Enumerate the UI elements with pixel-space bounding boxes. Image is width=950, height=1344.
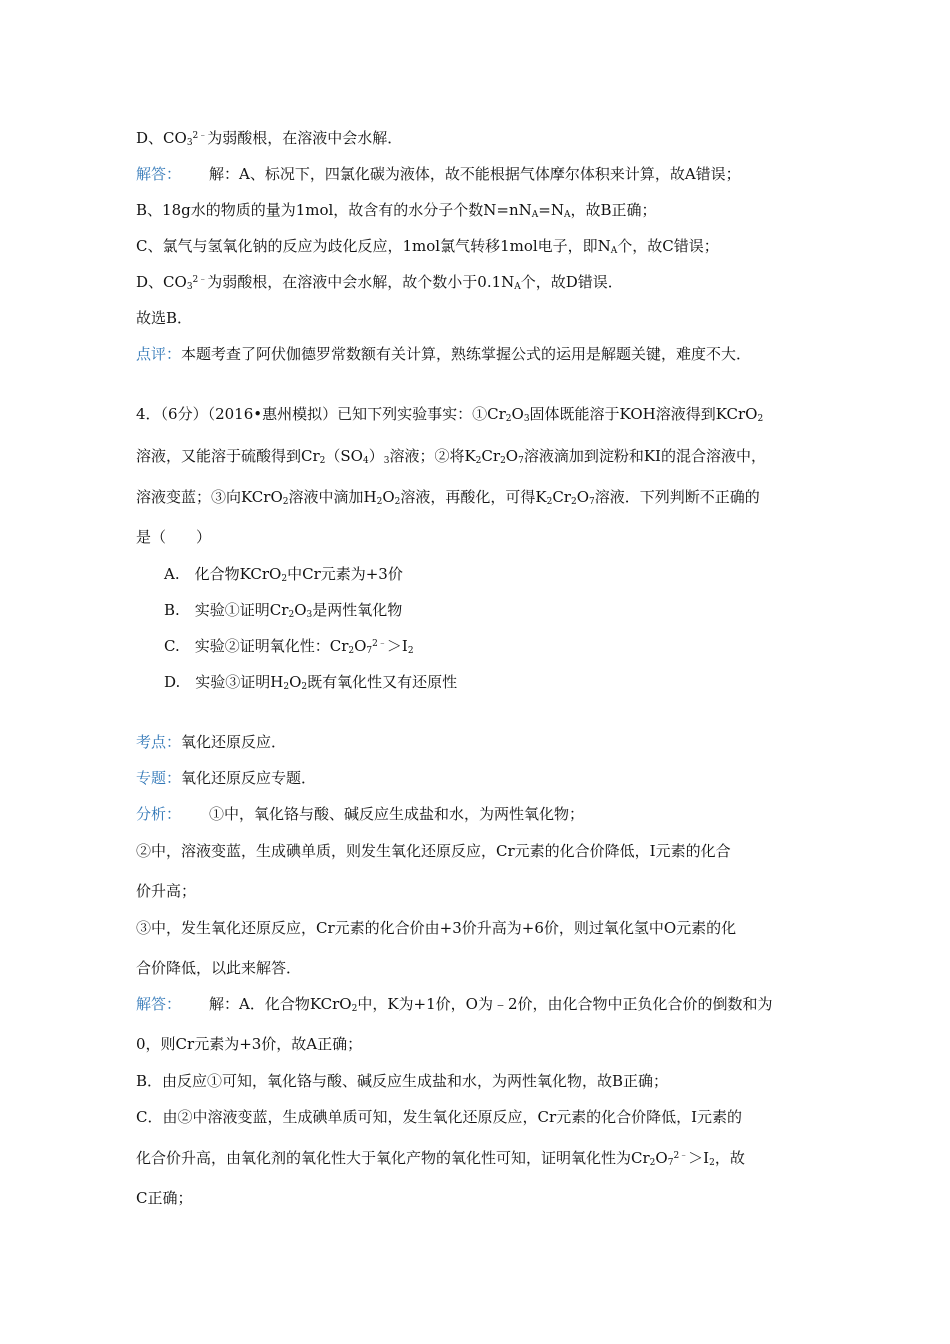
q4-knowledge-point: 考点：氧化还原反应． [136,733,287,751]
q4-option-a: A. 化合物KCrO$_2$中Cr元素为+3价 [164,565,403,584]
q3-option-d-explanation: D、$CO_3^{2﹣}$为弱酸根，在溶液中会水解． [136,129,403,148]
q4-option-b: B. 实验①证明$Cr_2O_3$是两性氧化物 [164,601,403,620]
q4-option-d: D. 实验③证明$H_2O_2$既有氧化性又有还原性 [164,673,458,692]
q3-answer-line: 解答： 解：A、标况下，四氯化碳为液体，故不能根据气体摩尔体积来计算，故A错误； [136,165,741,183]
q4-answer-a1: 解答： 解：A．化合物KCrO$_2$中，K为+1价，O为﹣2价，由化合物中正负化合价的倒数和为 [136,995,773,1014]
q4-answer-b: B．由反应①可知，氧化铬与酸、碱反应生成盐和水，为两性氧化物，故B正确； [136,1072,669,1090]
q4-answer-c2: 化合价升高，由氧化剂的氧化性大于氧化产物的氧化性可知，证明氧化性为$Cr_2O_7^{2﹣}>I_2$，故 [136,1149,745,1168]
q4-topic: 专题：氧化还原反应专题． [136,769,317,787]
q4-analysis-2b: 价升高； [136,882,197,900]
q4-stem-line-1: 4．（6分）（2016•惠州模拟）已知下列实验事实：$①Cr_2O_3$固体既能溶于KOH溶液得到KCrO$_2$ [136,405,764,424]
q3-answer-c: C、氯气与氢氧化钠的反应为歧化反应，1mol氯气转移1mol电子，即$N_A$个，故C错误； [136,237,719,256]
comment-label: 点评： [136,345,182,363]
analysis-label: 分析： [136,805,182,823]
topic-label: 专题： [136,769,182,787]
q4-option-c: C. 实验②证明氧化性：$Cr_2O_7^{2﹣}>I_2$ [164,637,414,656]
q3-answer-b: B、18g水的物质的量为1mol，故含有的水分子个数$N=nN_A=N_A$，故B正确； [136,201,657,220]
q3-answer-d: D、$CO_3^{2﹣}$为弱酸根，在溶液中会水解，故个数小于$0.1N_A$个，故D错误． [136,273,623,292]
q4-analysis-3b: 合价降低，以此来解答． [136,959,302,977]
q4-answer-c3: C正确； [136,1189,193,1207]
q4-analysis-1: 分析： ①中，氧化铬与酸、碱反应生成盐和水，为两性氧化物； [136,805,585,823]
q4-stem-line-4: 是（ ） [136,528,212,546]
q4-analysis-3a: ③中，发生氧化还原反应，Cr元素的化合价由+3价升高为+6价，则过氧化氢中O元素的化 [136,919,737,937]
q3-comment: 点评：本题考查了阿伏伽德罗常数额有关计算，熟练掌握公式的运用是解题关键，难度不大． [136,345,752,363]
q3-choice: 故选B． [136,309,193,327]
q4-answer-a2: 0，则Cr元素为+3价，故A正确； [136,1035,363,1053]
answer-label: 解答： [136,165,182,183]
q4-stem-line-2: 溶液，又能溶于硫酸得到$Cr_2(SO_4)_3$溶液；②将$K_2Cr_2O_7$溶液滴加到淀粉和KI的混合溶液中， [136,447,766,466]
answer-label: 解答： [136,995,182,1013]
q4-analysis-2a: ②中，溶液变蓝，生成碘单质，则发生氧化还原反应，Cr元素的化合价降低，I元素的化合 [136,842,731,860]
point-label: 考点： [136,733,182,751]
q4-answer-c1: C．由②中溶液变蓝，生成碘单质可知，发生氧化还原反应，Cr元素的化合价降低，I元素的 [136,1108,743,1126]
q4-stem-line-3: 溶液变蓝；③向KCrO$_2$溶液中滴加$H_2O_2$溶液，再酸化，可得$K_2Cr_2O_7$溶液．下列判断不正确的 [136,488,760,507]
